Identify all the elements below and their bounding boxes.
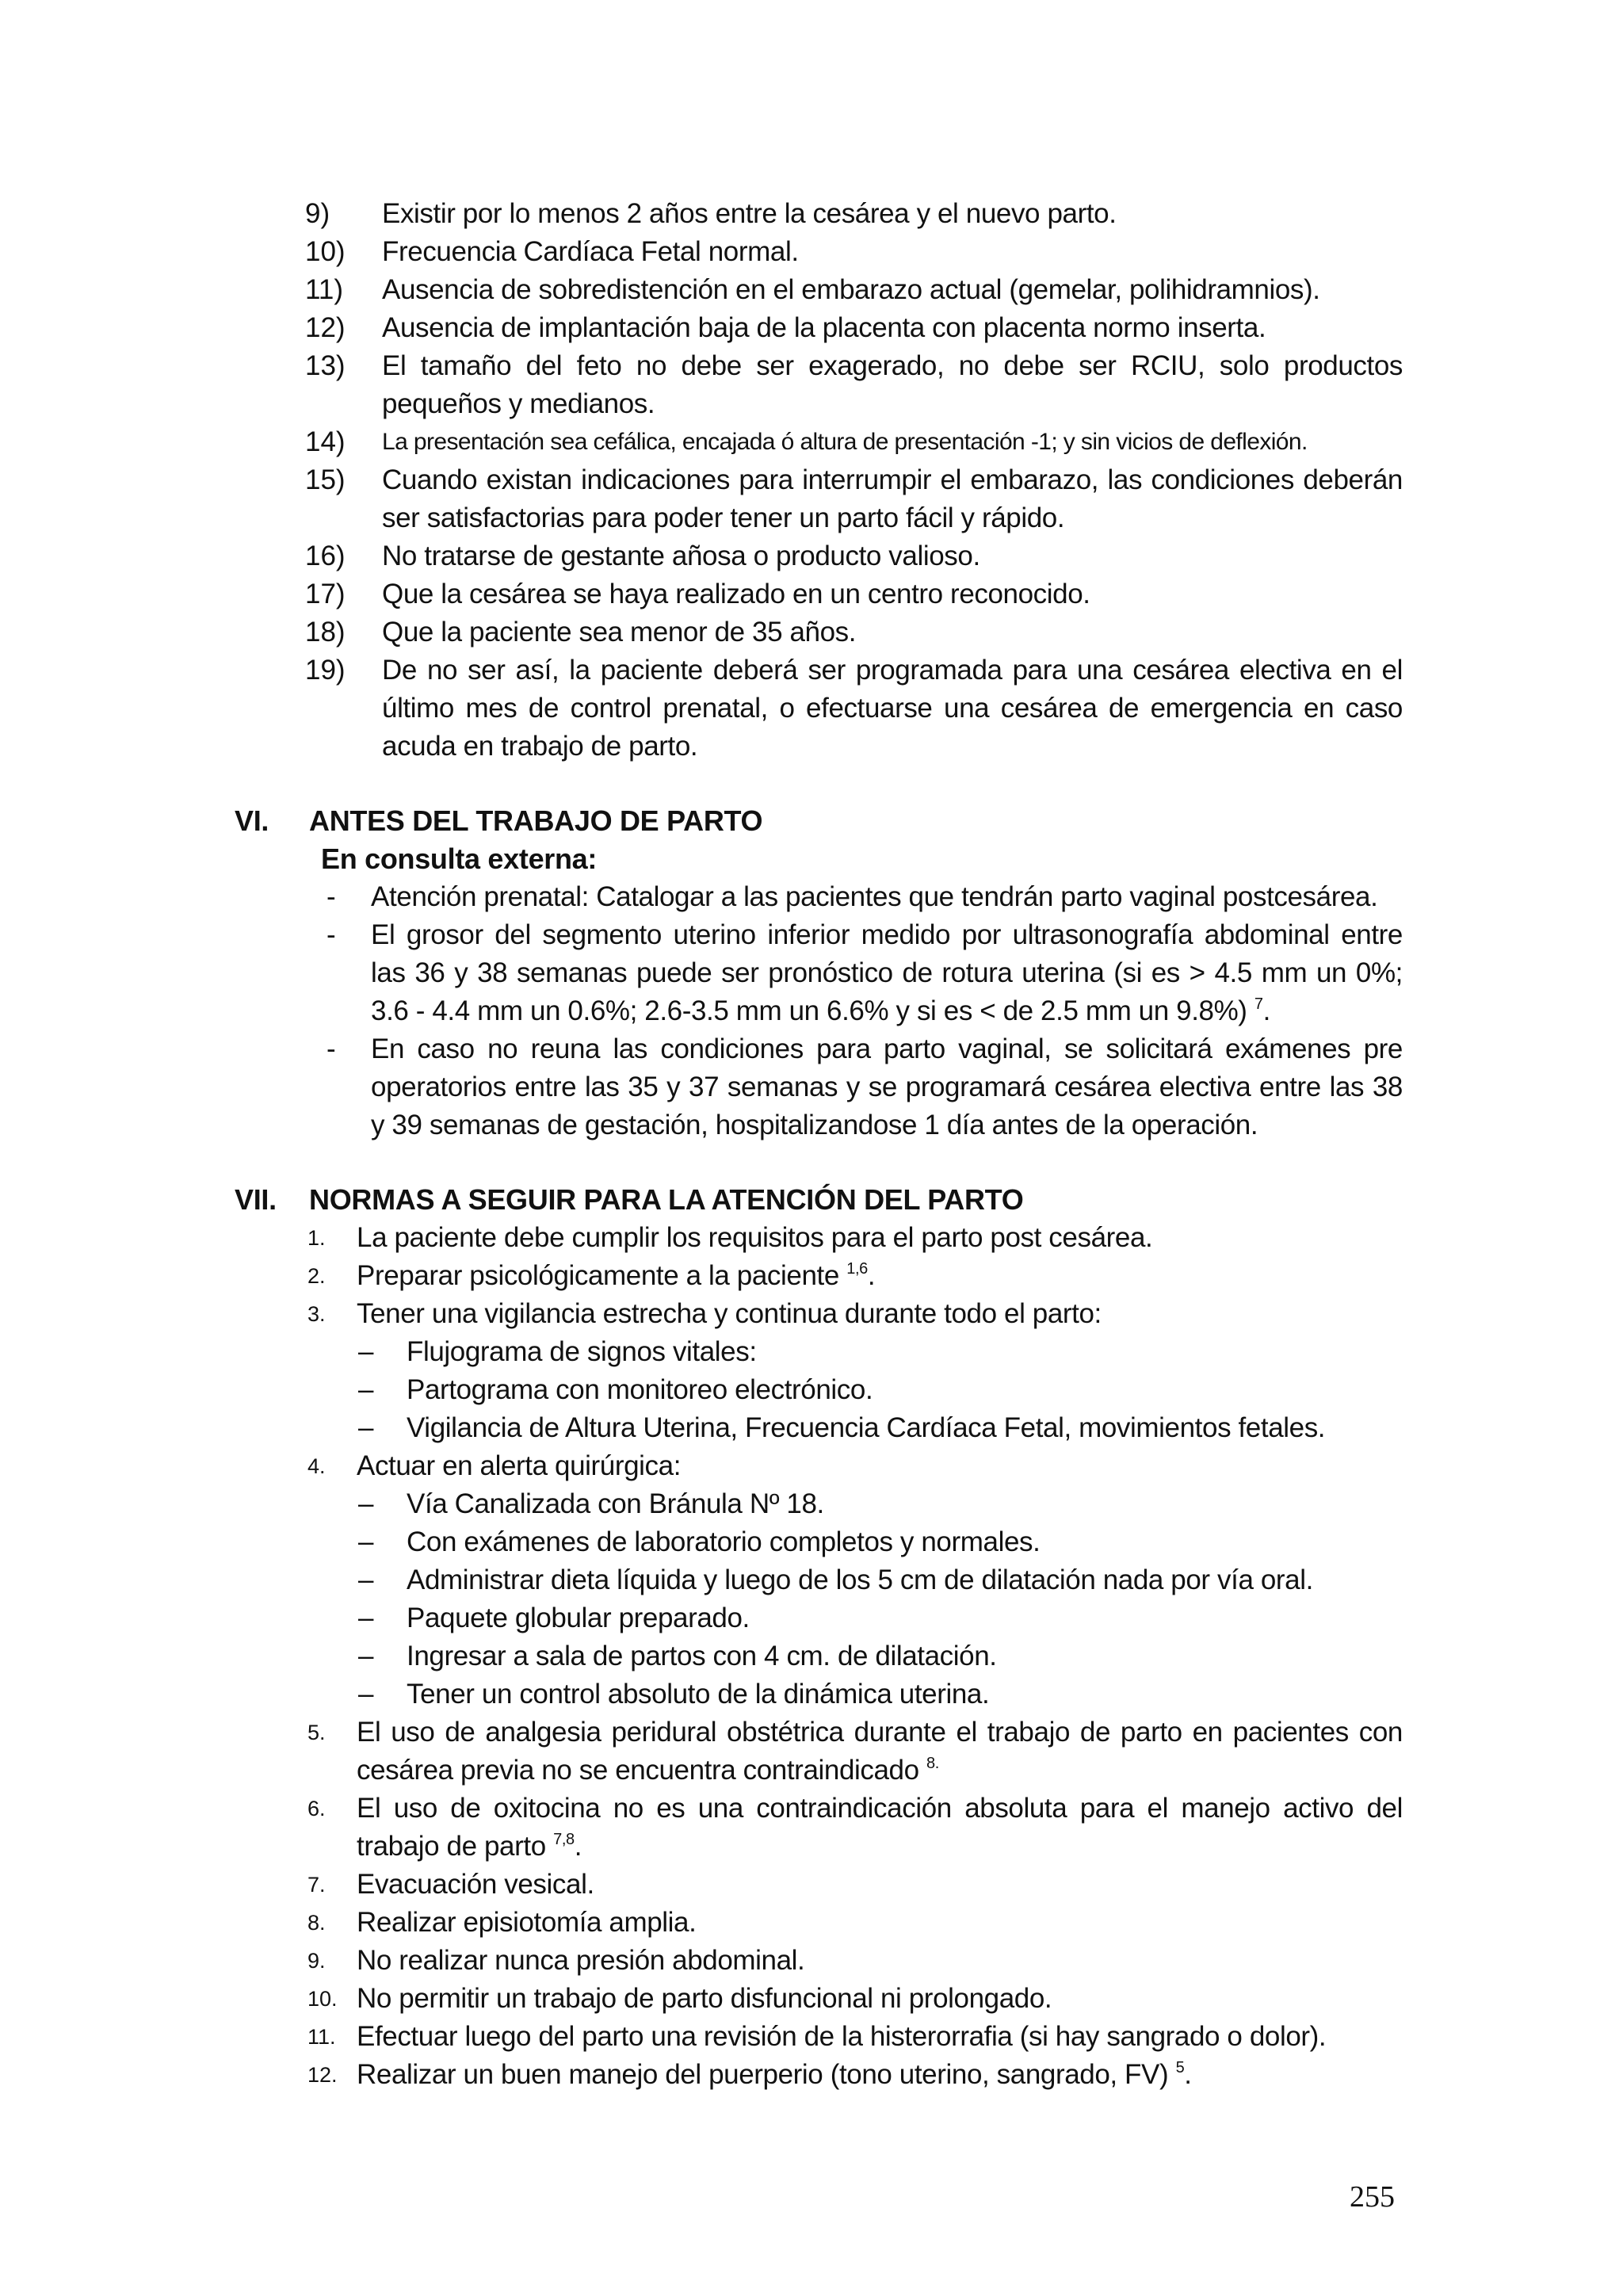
list-number: 4. <box>307 1454 326 1478</box>
list-item-text: Existir por lo menos 2 años entre la cesárea y el nuevo parto. <box>382 198 1117 229</box>
list-number: 12) <box>305 312 346 343</box>
sub-bullet-dash: – <box>358 1374 374 1405</box>
section-subtitle: En consulta externa: <box>321 842 598 875</box>
list-number: 12. <box>307 2063 338 2087</box>
sub-item-text: Flujograma de signos vitales: <box>407 1336 757 1367</box>
list-item-fragment: Realizar un buen manejo del puerperio (tono uterino, sangrado, FV) <box>357 2059 1169 2090</box>
list-item-text: No realizar nunca presión abdominal. <box>357 1945 805 1976</box>
sub-item-text: Vigilancia de Altura Uterina, Frecuencia Cardíaca Fetal, movimientos fetales. <box>407 1412 1326 1443</box>
list-number: 19) <box>305 655 346 686</box>
list-item-text: Que la paciente sea menor de 35 años. <box>382 617 857 648</box>
list-item-text: Evacuación vesical. <box>357 1869 594 1900</box>
sub-bullet-dash: – <box>358 1564 374 1595</box>
section-title: NORMAS A SEGUIR PARA LA ATENCIÓN DEL PARTO <box>309 1183 1024 1216</box>
sub-bullet-dash: – <box>358 1603 374 1633</box>
list-item-text: La paciente debe cumplir los requisitos para el parto post cesárea. <box>357 1222 1153 1253</box>
section-numeral: VI. <box>235 804 269 837</box>
list-item-text-continued: último mes de control prenatal, o efectuarse una cesárea de emergencia en caso <box>382 693 1403 724</box>
section-numeral: VII. <box>235 1183 277 1216</box>
list-item-fragment: trabajo de parto <box>357 1831 546 1862</box>
list-item-text: El uso de oxitocina no es una contraindicación absoluta para el manejo activo del <box>357 1793 1403 1824</box>
list-item-text: Ausencia de sobredistención en el embarazo actual (gemelar, polihidramnios). <box>382 274 1320 305</box>
punctuation: . <box>1184 2059 1192 2090</box>
list-number: 3. <box>307 1302 326 1326</box>
list-item-text: Que la cesárea se haya realizado en un centro reconocido. <box>382 579 1090 609</box>
list-number: 16) <box>305 541 346 571</box>
citation-superscript: 1,6 <box>846 1260 868 1278</box>
bullet-text: El grosor del segmento uterino inferior medido por ultrasonografía abdominal entre <box>371 919 1403 950</box>
list-item-text: No tratarse de gestante añosa o producto valioso. <box>382 541 980 571</box>
bullet-text-continued: y 39 semanas de gestación, hospitalizandose 1 día antes de la operación. <box>371 1110 1258 1140</box>
sub-bullet-dash: – <box>358 1679 374 1710</box>
list-item-text: Actuar en alerta quirúrgica: <box>357 1450 682 1481</box>
list-number: 10) <box>305 236 346 267</box>
list-item-text: El tamaño del feto no debe ser exagerado, no debe ser RCIU, solo productos <box>382 350 1403 381</box>
bullet-text-continued <box>371 992 1270 1030</box>
bullet-dash: - <box>327 881 336 912</box>
list-item-text <box>357 1257 875 1295</box>
list-item-text: Frecuencia Cardíaca Fetal normal. <box>382 236 799 267</box>
list-number: 11) <box>305 274 343 305</box>
list-item-text: El uso de analgesia peridural obstétrica durante el trabajo de parto en pacientes con <box>357 1717 1403 1748</box>
bullet-text: En caso no reuna las condiciones para parto vaginal, se solicitará exámenes pre <box>371 1033 1403 1064</box>
list-item-text-continued: acuda en trabajo de parto. <box>382 731 698 762</box>
sub-bullet-dash: – <box>358 1641 374 1671</box>
sub-item-text: Con exámenes de laboratorio completos y normales. <box>407 1526 1041 1557</box>
list-number: 15) <box>305 464 346 495</box>
citation-superscript: 5 <box>1175 2059 1185 2076</box>
list-item-text: No permitir un trabajo de parto disfuncional ni prolongado. <box>357 1983 1052 2014</box>
punctuation: . <box>867 1260 876 1291</box>
list-item-text: Ausencia de implantación baja de la placenta con placenta normo inserta. <box>382 312 1266 343</box>
sub-bullet-dash: – <box>358 1412 374 1443</box>
bullet-text-continued: operatorios entre las 35 y 37 semanas y se programará cesárea electiva entre las 38 <box>371 1072 1403 1102</box>
bullet-dash: - <box>327 1033 336 1064</box>
punctuation: . <box>574 1831 582 1862</box>
list-item-text: La presentación sea cefálica, encajada ó altura de presentación -1; y sin vicios de deflexión. <box>382 429 1308 455</box>
list-item-fragment: Preparar psicológicamente a la paciente <box>357 1260 839 1291</box>
list-number: 5. <box>307 1721 326 1744</box>
list-item-fragment: cesárea previa no se encuentra contraindicado <box>357 1755 919 1786</box>
list-number: 14) <box>305 426 346 457</box>
list-item-text-continued <box>357 1752 939 1790</box>
list-number: 1. <box>307 1226 326 1250</box>
list-number: 8. <box>307 1911 326 1935</box>
sub-item-text: Ingresar a sala de partos con 4 cm. de dilatación. <box>407 1641 997 1671</box>
list-item-text: De no ser así, la paciente deberá ser programada para una cesárea electiva en el <box>382 655 1403 686</box>
list-number: 17) <box>305 579 346 609</box>
list-number: 11. <box>307 2025 336 2049</box>
list-number: 7. <box>307 1873 326 1897</box>
sub-item-text: Partograma con monitoreo electrónico. <box>407 1374 873 1405</box>
sub-item-text: Vía Canalizada con Bránula Nº 18. <box>407 1488 824 1519</box>
list-item-text: Cuando existan indicaciones para interrumpir el embarazo, las condiciones deberán <box>382 464 1403 495</box>
list-item-text-continued <box>357 1828 582 1866</box>
sub-item-text: Tener un control absoluto de la dinámica uterina. <box>407 1679 990 1710</box>
list-item-text: Tener una vigilancia estrecha y continua durante todo el parto: <box>357 1298 1102 1329</box>
page-number: 255 <box>1350 2180 1395 2214</box>
sub-bullet-dash: – <box>358 1336 374 1367</box>
bullet-text-continued: las 36 y 38 semanas puede ser pronóstico de rotura uterina (si es > 4.5 mm un 0%; <box>371 957 1403 988</box>
list-item-text: Efectuar luego del parto una revisión de la histerorrafia (si hay sangrado o dolor). <box>357 2021 1327 2052</box>
list-item-text <box>357 2056 1192 2094</box>
sub-bullet-dash: – <box>358 1526 374 1557</box>
citation-superscript: 7,8 <box>553 1831 575 1848</box>
citation-superscript: 7 <box>1254 995 1263 1013</box>
section-title: ANTES DEL TRABAJO DE PARTO <box>309 804 763 837</box>
bullet-text-fragment: 3.6 - 4.4 mm un 0.6%; 2.6-3.5 mm un 6.6% y si es < de 2.5 mm un 9.8%) <box>371 995 1247 1026</box>
sub-item-text: Administrar dieta líquida y luego de los 5 cm de dilatación nada por vía oral. <box>407 1564 1313 1595</box>
citation-superscript: 8. <box>926 1755 939 1772</box>
list-item-text-continued: ser satisfactorias para poder tener un parto fácil y rápido. <box>382 502 1065 533</box>
punctuation: . <box>1262 995 1270 1026</box>
bullet-dash: - <box>327 919 336 950</box>
sub-bullet-dash: – <box>358 1488 374 1519</box>
list-item-text-continued: pequeños y medianos. <box>382 388 655 419</box>
list-number: 18) <box>305 617 346 648</box>
list-number: 10. <box>307 1987 338 2011</box>
bullet-text: Atención prenatal: Catalogar a las pacientes que tendrán parto vaginal postcesárea. <box>371 881 1378 912</box>
list-number: 2. <box>307 1264 326 1288</box>
list-item-text: Realizar episiotomía amplia. <box>357 1907 697 1938</box>
list-number: 6. <box>307 1797 326 1820</box>
list-number: 9) <box>305 198 330 229</box>
sub-item-text: Paquete globular preparado. <box>407 1603 750 1633</box>
list-number: 13) <box>305 350 346 381</box>
list-number: 9. <box>307 1949 326 1973</box>
